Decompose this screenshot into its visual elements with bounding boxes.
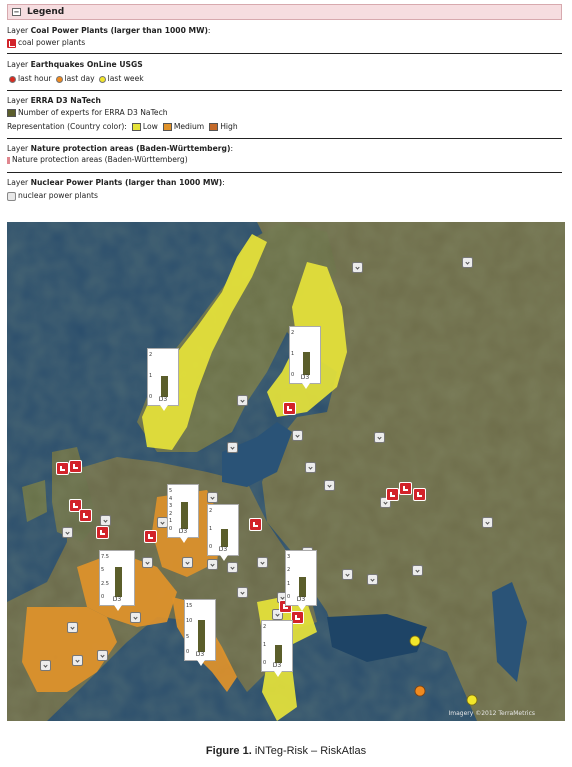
layer-earthquakes: Layer Earthquakes OnLine USGS last hour last day last week: [7, 60, 144, 83]
popup-tick-label: 5: [186, 633, 190, 640]
expert-count-bar: [115, 567, 122, 597]
popup-tick-label: 3: [287, 554, 291, 560]
popup-pointer: [197, 660, 205, 666]
nuclear-plant-marker[interactable]: [130, 612, 141, 623]
popup-category-label: D3: [195, 651, 205, 658]
expert-chart-popup[interactable]: [147, 348, 179, 406]
map-copyright: Imagery ©2012 TerraMetrics: [448, 710, 535, 717]
nuclear-plant-marker[interactable]: [207, 559, 218, 570]
level-high-swatch: [209, 123, 218, 131]
nuclear-plant-marker[interactable]: [67, 622, 78, 633]
nuclear-plant-marker[interactable]: [100, 515, 111, 526]
nuclear-plant-marker[interactable]: [257, 557, 268, 568]
quake-week-marker[interactable]: [467, 695, 477, 705]
level-low-swatch: [132, 123, 141, 131]
quake-week-icon: [99, 76, 106, 83]
popup-tick-label: 10: [186, 618, 193, 625]
popup-category-label: D3: [112, 596, 122, 603]
popup-tick-label: 1: [169, 518, 173, 525]
nuclear-plant-marker[interactable]: [62, 527, 73, 538]
nuclear-plant-marker[interactable]: [207, 492, 218, 503]
popup-tick-label: 2: [169, 510, 173, 517]
popup-tick-label: 0: [186, 649, 190, 655]
representation-label: Representation (Country color):: [7, 122, 127, 131]
nuclear-plant-marker[interactable]: [227, 562, 238, 573]
collapse-toggle-icon[interactable]: −: [13, 8, 20, 16]
popup-tick-label: 0: [287, 594, 291, 600]
nuclear-plant-marker[interactable]: [237, 587, 248, 598]
expert-count-bar: [221, 529, 228, 547]
popup-tick-label: 1: [149, 373, 153, 379]
coal-plant-marker[interactable]: [386, 488, 399, 501]
nuclear-plant-icon: [7, 192, 16, 201]
quake-day-label: last day: [64, 74, 95, 83]
expert-count-bar: [275, 645, 282, 663]
nuclear-plant-marker[interactable]: [462, 257, 473, 268]
coal-item-label: coal power plants: [18, 38, 86, 47]
popup-pointer: [180, 537, 188, 543]
popup-tick-label: 0: [263, 660, 267, 666]
coal-plant-icon: [7, 39, 16, 48]
expert-bar-icon: [7, 109, 16, 117]
nuclear-plant-marker[interactable]: [97, 650, 108, 661]
coal-plant-marker[interactable]: [249, 518, 262, 531]
popup-tick-label: 2.5: [101, 580, 109, 587]
nuclear-plant-marker[interactable]: [142, 557, 153, 568]
figure-caption-text: iNTeg-Risk – RiskAtlas: [254, 745, 367, 757]
coal-plant-marker[interactable]: [69, 460, 82, 473]
popup-tick-label: 0: [169, 526, 173, 532]
nuclear-plant-marker[interactable]: [305, 462, 316, 473]
popup-tick-label: 4: [169, 495, 173, 502]
popup-category-label: D3: [218, 546, 228, 553]
popup-category-label: D3: [272, 662, 282, 669]
expert-count-bar: [161, 376, 168, 397]
popup-tick-label: 2: [149, 352, 153, 358]
popup-tick-label: 5: [169, 488, 173, 494]
layer-erra: Layer ERRA D3 NaTech Number of experts for ERRA D3 NaTech Representation (Country color): Low Medium High: [7, 96, 238, 131]
nuclear-plant-marker[interactable]: [412, 565, 423, 576]
popup-tick-label: 1: [209, 526, 213, 532]
quake-hour-label: last hour: [18, 74, 52, 83]
legend-header[interactable]: [7, 4, 562, 20]
divider: [7, 172, 562, 173]
level-low-label: Low: [142, 122, 158, 131]
coal-plant-marker[interactable]: [283, 402, 296, 415]
expert-count-bar: [303, 352, 310, 375]
level-high-label: High: [220, 122, 238, 131]
popup-tick-label: 1: [291, 351, 295, 357]
expert-chart-popup[interactable]: [167, 484, 199, 538]
nuclear-plant-marker[interactable]: [352, 262, 363, 273]
popup-tick-label: 5: [101, 567, 105, 574]
popup-tick-label: 2: [263, 624, 267, 630]
popup-tick-label: 0: [209, 544, 213, 550]
layer-erra-title: ERRA D3 NaTech: [30, 96, 101, 105]
quake-hour-icon: [9, 76, 16, 83]
popup-tick-label: 0: [101, 594, 105, 600]
nuclear-plant-marker[interactable]: [374, 432, 385, 443]
layer-coal-title: Coal Power Plants (larger than 1000 MW): [30, 26, 208, 35]
popup-tick-label: 2: [287, 567, 291, 574]
layer-nuclear-title: Nuclear Power Plants (larger than 1000 MW): [30, 178, 223, 187]
coal-plant-marker[interactable]: [144, 530, 157, 543]
nuclear-plant-marker[interactable]: [324, 480, 335, 491]
coal-plant-marker[interactable]: [79, 509, 92, 522]
popup-category-label: D3: [158, 396, 168, 403]
nature-item-label: Nature protection areas (Baden-Württemberg): [12, 155, 188, 164]
coal-plant-marker[interactable]: [413, 488, 426, 501]
nuclear-plant-marker[interactable]: [182, 557, 193, 568]
legend-panel: [7, 4, 562, 200]
popup-category-label: D3: [296, 596, 306, 603]
expert-count-bar: [181, 502, 188, 529]
popup-tick-label: 2: [291, 330, 295, 336]
quake-day-marker[interactable]: [415, 686, 425, 696]
divider: [7, 138, 562, 139]
expert-chart-popup[interactable]: [289, 326, 321, 384]
nuclear-plant-marker[interactable]: [237, 395, 248, 406]
nature-area-icon: [7, 157, 10, 164]
popup-tick-label: 15: [186, 603, 193, 609]
popup-tick-label: 2: [209, 508, 213, 514]
layer-nuclear: Layer Nuclear Power Plants (larger than 1000 MW): nuclear power plants: [7, 178, 225, 200]
expert-chart-popup[interactable]: [184, 599, 216, 661]
erra-item-label: Number of experts for ERRA D3 NaTech: [18, 108, 168, 117]
popup-tick-label: 3: [169, 503, 173, 510]
nuclear-plant-marker[interactable]: [367, 574, 378, 585]
level-medium-swatch: [163, 123, 172, 131]
layer-coal: Layer Coal Power Plants (larger than 1000 MW): coal power plants: [7, 26, 211, 47]
layer-nature: Layer Nature protection areas (Baden-Württemberg): Nature protection areas (Baden-Württemberg): [7, 144, 233, 164]
nuclear-plant-marker[interactable]: [72, 655, 83, 666]
popup-pointer: [220, 555, 228, 561]
popup-pointer: [114, 605, 122, 611]
layer-nature-title: Nature protection areas (Baden-Württemberg): [30, 144, 231, 153]
popup-tick-label: 7.5: [101, 554, 109, 560]
level-medium-label: Medium: [173, 122, 205, 131]
popup-category-label: D3: [178, 528, 188, 535]
risk-map[interactable]: [7, 222, 565, 721]
popup-tick-label: 1: [287, 580, 291, 587]
coal-plant-marker[interactable]: [96, 526, 109, 539]
nuclear-plant-marker[interactable]: [40, 660, 51, 671]
popup-tick-label: 0: [291, 372, 295, 378]
popup-pointer: [274, 671, 282, 677]
expert-chart-popup[interactable]: [261, 620, 293, 672]
popup-pointer: [160, 405, 168, 411]
popup-category-label: D3: [300, 374, 310, 381]
popup-pointer: [302, 383, 310, 389]
coal-plant-marker[interactable]: [56, 462, 69, 475]
expert-count-bar: [299, 577, 306, 597]
quake-day-icon: [56, 76, 63, 83]
nuclear-plant-marker[interactable]: [342, 569, 353, 580]
nuclear-item-label: nuclear power plants: [18, 191, 98, 200]
nuclear-plant-marker[interactable]: [227, 442, 238, 453]
figure-caption: [0, 745, 572, 757]
layer-earthquakes-title: Earthquakes OnLine USGS: [30, 60, 143, 69]
figure-label: Figure 1.: [205, 745, 252, 757]
coal-plant-marker[interactable]: [399, 482, 412, 495]
expert-chart-popup[interactable]: [285, 550, 317, 606]
nuclear-plant-marker[interactable]: [292, 430, 303, 441]
expert-chart-popup[interactable]: [207, 504, 239, 556]
popup-pointer: [298, 605, 306, 611]
quake-week-label: last week: [107, 74, 144, 83]
legend-title: Legend: [27, 7, 65, 17]
popup-tick-label: 0: [149, 394, 153, 400]
nuclear-plant-marker[interactable]: [482, 517, 493, 528]
quake-week-marker[interactable]: [410, 636, 420, 646]
divider: [7, 90, 562, 91]
expert-count-bar: [198, 620, 205, 652]
expert-chart-popup[interactable]: [99, 550, 135, 606]
popup-tick-label: 1: [263, 642, 267, 648]
divider: [7, 53, 562, 54]
